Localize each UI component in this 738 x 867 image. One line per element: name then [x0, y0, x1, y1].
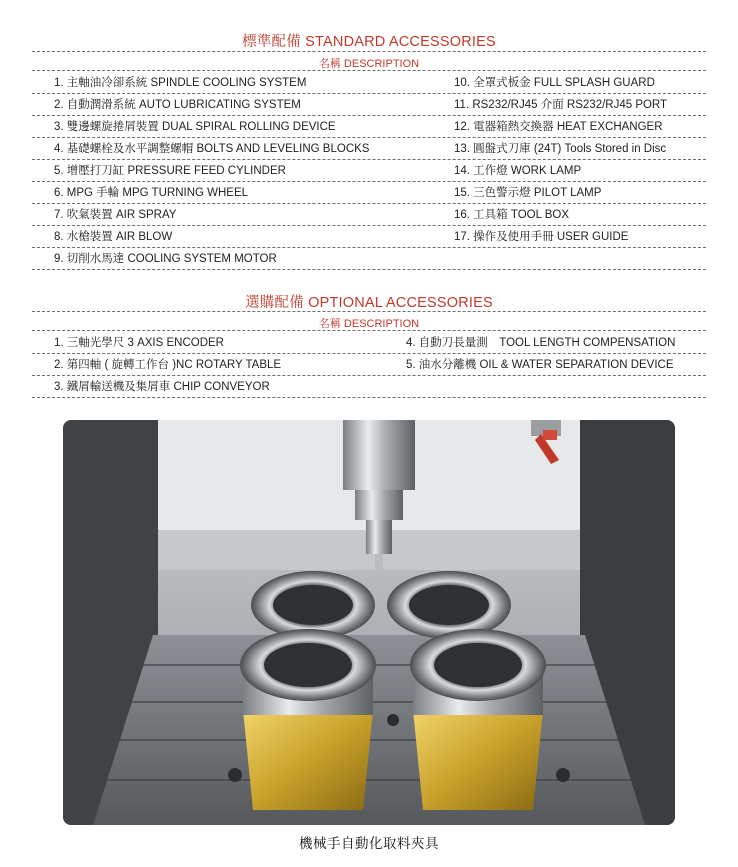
- accessory-item: 15. 三色警示燈 PILOT LAMP: [454, 187, 602, 199]
- photo-caption: 機械手自動化取料夾具: [299, 836, 439, 851]
- table-row: [32, 72, 706, 94]
- table-row: [32, 138, 706, 160]
- accessory-item: 2. 自動潤滑系統 AUTO LUBRICATING SYSTEM: [54, 99, 301, 111]
- standard-description-header: 名稱 DESCRIPTION: [318, 58, 420, 70]
- accessory-item: 4. 基礎螺栓及水平調整螺帽 BOLTS AND LEVELING BLOCKS: [54, 143, 370, 155]
- accessory-item: 10. 全罩式板金 FULL SPLASH GUARD: [454, 77, 655, 89]
- accessory-item: 16. 工具箱 TOOL BOX: [454, 209, 570, 221]
- table-row: [32, 94, 706, 116]
- table-row: [32, 376, 706, 398]
- accessory-item: 4. 自動刀長量測 TOOL LENGTH COMPENSATION: [406, 337, 676, 349]
- accessory-item: 3. 鐵屑輸送機及集屑車 CHIP CONVEYOR: [54, 381, 270, 393]
- accessory-item: 5. 油水分離機 OIL & WATER SEPARATION DEVICE: [406, 359, 674, 371]
- divider: [32, 397, 706, 398]
- standard-accessories-title: 標準配備 STANDARD ACCESSORIES: [242, 34, 496, 50]
- divider: [32, 51, 706, 52]
- divider: [32, 70, 706, 71]
- table-row: [32, 204, 706, 226]
- table-row: [32, 116, 706, 138]
- accessory-item: 11. RS232/RJ45 介面 RS232/RJ45 PORT: [454, 99, 668, 111]
- optional-description-header: 名稱 DESCRIPTION: [318, 318, 420, 330]
- optional-accessories-title: 選購配備 OPTIONAL ACCESSORIES: [245, 295, 493, 311]
- accessory-item: 9. 切削水馬達 COOLING SYSTEM MOTOR: [54, 253, 277, 265]
- accessory-item: 7. 吹氣裝置 AIR SPRAY: [54, 209, 177, 221]
- accessory-item: 13. 圓盤式刀庫 (24T) Tools Stored in Disc: [454, 143, 667, 155]
- machine-photo: [63, 420, 675, 825]
- table-row: [32, 160, 706, 182]
- accessory-item: 14. 工作燈 WORK LAMP: [454, 165, 582, 177]
- divider: [32, 311, 706, 312]
- accessory-item: 1. 三軸光學尺 3 AXIS ENCODER: [54, 337, 224, 349]
- accessory-item: 5. 增壓打刀缸 PRESSURE FEED CYLINDER: [54, 165, 286, 177]
- accessory-item: 2. 第四軸 ( 旋轉工作台 )NC ROTARY TABLE: [54, 359, 282, 371]
- accessory-item: 8. 水槍裝置 AIR BLOW: [54, 231, 173, 243]
- table-row: [32, 354, 706, 376]
- table-row: [32, 332, 706, 354]
- accessory-item: 6. MPG 手輪 MPG TURNING WHEEL: [54, 187, 249, 199]
- table-row: [32, 182, 706, 204]
- accessory-item: 12. 電器箱熱交換器 HEAT EXCHANGER: [454, 121, 663, 133]
- accessory-item: 17. 操作及使用手冊 USER GUIDE: [454, 231, 629, 243]
- accessory-item: 3. 雙邊螺旋捲屑裝置 DUAL SPIRAL ROLLING DEVICE: [54, 121, 336, 133]
- table-row: [32, 248, 706, 270]
- divider: [32, 330, 706, 331]
- accessory-item: 1. 主軸油冷卻系統 SPINDLE COOLING SYSTEM: [54, 77, 307, 89]
- table-row: [32, 226, 706, 248]
- divider: [32, 269, 706, 270]
